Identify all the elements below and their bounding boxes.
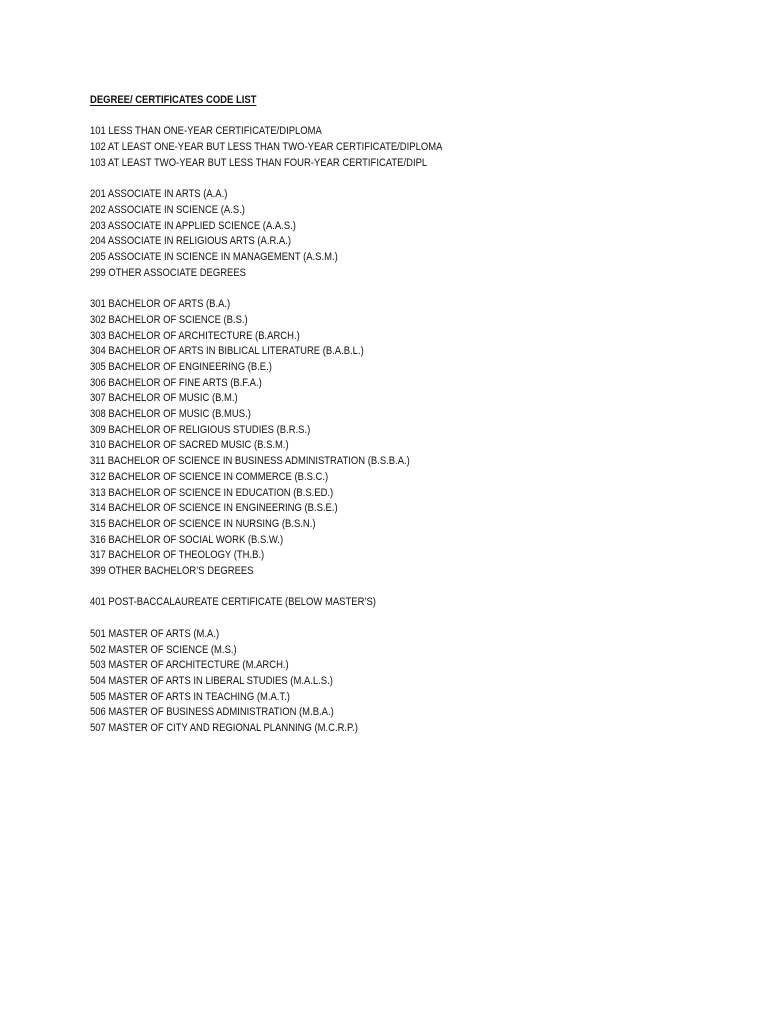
code-line: 102 AT LEAST ONE-YEAR BUT LESS THAN TWO-YEAR CERTIFICATE/DIPLOMA [90,141,443,154]
code-line: 314 BACHELOR OF SCIENCE IN ENGINEERING (B.S.E.) [90,502,338,515]
code-line: 399 OTHER BACHELOR’S DEGREES [90,565,254,578]
code-line: 309 BACHELOR OF RELIGIOUS STUDIES (B.R.S.) [90,423,311,436]
code-line: 101 LESS THAN ONE-YEAR CERTIFICATE/DIPLOMA [90,125,322,138]
code-line: 304 BACHELOR OF ARTS IN BIBLICAL LITERATURE (B.A.B.L.) [90,345,364,358]
code-line: 503 MASTER OF ARCHITECTURE (M.ARCH.) [90,659,289,672]
code-line: 205 ASSOCIATE IN SCIENCE IN MANAGEMENT (A.S.M.) [90,251,338,263]
code-group-500s [90,627,640,737]
document-content [90,93,640,752]
code-line: 502 MASTER OF SCIENCE (M.S.) [90,643,237,656]
document-title: DEGREE/ CERTIFICATES CODE LIST [90,94,257,106]
code-line: 310 BACHELOR OF SACRED MUSIC (B.S.M.) [90,439,289,452]
code-line: 507 MASTER OF CITY AND REGIONAL PLANNING (M.C.R.P.) [90,722,358,735]
code-line: 501 MASTER OF ARTS (M.A.) [90,627,220,640]
code-line: 504 MASTER OF ARTS IN LIBERAL STUDIES (M.A.L.S.) [90,674,333,687]
code-line: 303 BACHELOR OF ARCHITECTURE (B.ARCH.) [90,329,300,342]
code-line: 506 MASTER OF BUSINESS ADMINISTRATION (M.B.A.) [90,706,334,719]
code-line: 302 BACHELOR OF SCIENCE (B.S.) [90,313,248,326]
code-line: 306 BACHELOR OF FINE ARTS (B.F.A.) [90,376,262,389]
code-group-100s [90,124,640,171]
code-line: 308 BACHELOR OF MUSIC (B.MUS.) [90,408,251,421]
code-line: 305 BACHELOR OF ENGINEERING (B.E.) [90,360,272,373]
code-group-200s [90,187,640,281]
code-group-400s [90,595,640,611]
code-line: 505 MASTER OF ARTS IN TEACHING (M.A.T.) [90,690,290,703]
code-line: 313 BACHELOR OF SCIENCE IN EDUCATION (B.S.ED.) [90,486,334,499]
code-group-300s [90,297,640,580]
code-line: 307 BACHELOR OF MUSIC (B.M.) [90,392,238,405]
code-line: 401 POST-BACCALAUREATE CERTIFICATE (BELOW MASTER’S) [90,596,376,609]
code-line: 299 OTHER ASSOCIATE DEGREES [90,266,246,279]
code-line: 203 ASSOCIATE IN APPLIED SCIENCE (A.A.S.) [90,219,296,232]
code-line: 317 BACHELOR OF THEOLOGY (TH.B.) [90,549,265,562]
code-line: 204 ASSOCIATE IN RELIGIOUS ARTS (A.R.A.) [90,235,291,248]
code-line: 312 BACHELOR OF SCIENCE IN COMMERCE (B.S.C.) [90,470,329,483]
code-line: 301 BACHELOR OF ARTS (B.A.) [90,298,231,311]
code-line: 201 ASSOCIATE IN ARTS (A.A.) [90,188,228,201]
code-line: 103 AT LEAST TWO-YEAR BUT LESS THAN FOUR-YEAR CERTIFICATE/DIPL [90,156,428,169]
code-line: 202 ASSOCIATE IN SCIENCE (A.S.) [90,203,245,216]
code-line: 315 BACHELOR OF SCIENCE IN NURSING (B.S.N.) [90,517,316,530]
code-line: 311 BACHELOR OF SCIENCE IN BUSINESS ADMINISTRATION (B.S.B.A.) [90,455,410,468]
code-line: 316 BACHELOR OF SOCIAL WORK (B.S.W.) [90,533,284,546]
